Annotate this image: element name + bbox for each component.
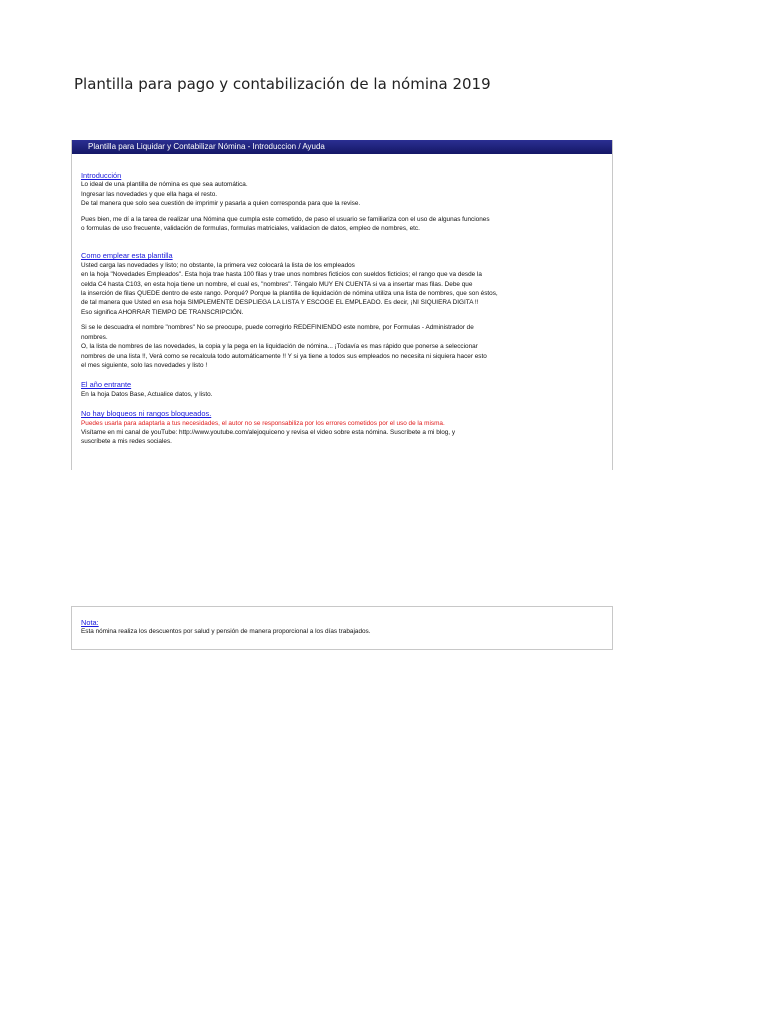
howto-line: la inserción de filas QUEDE dentro de este rango. Porqué? Porque la plantilla de liquidación de nómina utiliza una lista de nombres, que son éstos, — [81, 290, 498, 298]
no-lock-line: suscríbete a mis redes sociales. — [81, 438, 172, 446]
next-year-section — [81, 380, 601, 399]
document-title: Plantilla para pago y contabilización de la nómina 2019 — [74, 75, 491, 93]
panel-content — [72, 154, 601, 447]
intro-line: Ingresar las novedades y que ella haga el resto. — [81, 190, 218, 198]
howto-line: en la hoja "Novedades Empleados". Esta hoja trae hasta 100 filas y trae unos nombres ficticios con sueldos ficticios; el rango que va desde la — [81, 271, 482, 279]
howto-line: O, la lista de nombres de las novedades, la copia y la pega en la liquidación de nómina... ¡Todavía es mas rápido que ponerse a seleccionar — [81, 343, 478, 351]
howto-line: de tal manera que Usted en esa hoja SIMPLEMENTE DESPLIEGA LA LISTA Y ESCOGE EL EMPLEADO. Es decir, ¡NI SIQUIERA DIGITA !! — [81, 299, 479, 307]
intro-section — [81, 171, 601, 233]
intro-line: De tal manera que solo sea cuestión de imprimir y pasarla a quien corresponda para que la revise. — [81, 200, 361, 208]
no-lock-section — [81, 409, 601, 447]
howto-heading: Como emplear esta plantilla — [81, 251, 173, 261]
howto-line: nombres de una lista !!, Verá como se recalcula todo automáticamente !! Y si ya tiene a todos sus empleados no necesita ni siquiera hacer esto — [81, 352, 487, 360]
no-lock-line: Visítame en mi canal de youTube: http://www.youtube.com/alejoquiceno y revisa el video sobre esta nómina. Suscríbete a mi blog, y — [81, 428, 456, 436]
panel-header: Plantilla para Liquidar y Contabilizar Nómina - Introduccion / Ayuda — [72, 140, 612, 154]
howto-line: nombres. — [81, 333, 108, 341]
howto-line: Eso significa AHORRAR TIEMPO DE TRANSCRIPCIÓN. — [81, 308, 244, 316]
intro-line: Lo ideal de una plantilla de nómina es que sea automática. — [81, 181, 248, 189]
note-panel — [71, 606, 613, 650]
disclaimer-line: Puedes usarla para adaptarla a tus necesidades, el autor no se responsabiliza por los errores cometidos por el uso de la misma. — [81, 419, 445, 427]
intro-line: Pues bien, me dí a la tarea de realizar una Nómina que cumpla este cometido, de paso el usuario se familiariza con el uso de algunas funciones — [81, 215, 490, 223]
note-content — [72, 607, 612, 637]
note-line: Esta nómina realiza los descuentos por salud y pensión de manera proporcional a los días trabajados. — [81, 628, 371, 636]
howto-line: Si se le descuadra el nombre "nombres" No se preocupe, puede corregirlo REDEFINIENDO este nombre, por Formulas - Administrador de — [81, 324, 474, 332]
note-heading: Nota: — [81, 618, 99, 627]
intro-line: o formulas de uso frecuente, validación de formulas, formulas matriciales, validacion de datos, empleo de nombres, etc. — [81, 225, 420, 233]
howto-line: Usted carga las novedades y listo; no obstante, la primera vez colocará la lista de los empleados — [81, 261, 355, 269]
next-year-heading: El año entrante — [81, 380, 132, 390]
next-year-line: En la hoja Datos Base, Actualice datos, y listo. — [81, 390, 213, 398]
howto-line: celda C4 hasta C103, en esta hoja tiene un nombre, el cual es, "nombres". Téngalo MUY EN CUENTA si va a insertar mas filas. Debe que — [81, 280, 473, 288]
intro-heading: Introducción — [81, 171, 122, 180]
howto-line: el mes siguiente, solo las novedades y listo ! — [81, 361, 208, 369]
howto-section — [81, 251, 601, 370]
help-panel — [71, 140, 613, 470]
no-lock-heading: No hay bloqueos ni rangos bloqueados. — [81, 409, 212, 419]
